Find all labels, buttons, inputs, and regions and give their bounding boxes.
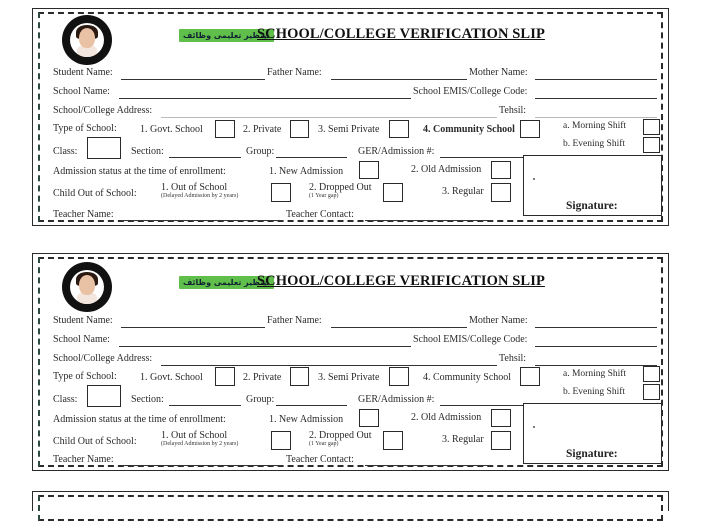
tehsil-field[interactable] [535,365,657,366]
regular-checkbox[interactable] [491,183,511,202]
new-admission-checkbox[interactable] [359,161,379,179]
dropped-out-label: 2. Dropped Out [309,182,372,193]
admission-status-label: Admission status at the time of enrollment: [53,414,226,425]
school-name-field[interactable] [119,98,411,99]
emis-code-label: School EMIS/College Code: [413,86,528,97]
dropped-out-note: (1 Year gap) [309,441,339,447]
new-admission-checkbox[interactable] [359,409,379,427]
tehsil-label: Tehsil: [499,105,527,116]
tehsil-label: Tehsil: [499,353,527,364]
section-field[interactable] [169,157,241,158]
student-name-label: Student Name: [53,67,113,78]
private-label: 2. Private [243,372,282,383]
evening-shift-checkbox[interactable] [643,384,660,400]
slip-title: SCHOOL/COLLEGE VERIFICATION SLIP [257,273,545,289]
teacher-name-field[interactable] [121,465,283,466]
dashed-cut-border [38,495,663,521]
teacher-contact-label: Teacher Contact: [286,209,354,220]
address-label: School/College Address: [53,353,153,364]
section-label: Section: [131,394,164,405]
slip-title: SCHOOL/COLLEGE VERIFICATION SLIP [257,26,545,42]
old-admission-checkbox[interactable] [491,409,511,427]
community-school-checkbox[interactable] [520,367,540,386]
morning-shift-checkbox[interactable] [643,119,660,135]
signature-box[interactable] [523,403,662,464]
new-admission-label: 1. New Admission [269,414,344,425]
student-name-field[interactable] [121,327,265,328]
regular-label: 3. Regular [442,186,484,197]
old-admission-label: 2. Old Admission [411,412,482,423]
govt-school-checkbox[interactable] [215,120,235,138]
school-name-label: School Name: [53,86,110,97]
out-of-school-note: (Delayed Admission by 2 years) [161,193,239,199]
morning-shift-label: a. Morning Shift [563,369,627,379]
mother-name-label: Mother Name: [469,67,528,78]
type-of-school-label: Type of School: [53,371,117,382]
teacher-name-label: Teacher Name: [53,454,114,465]
out-of-school-label: 1. Out of School [161,430,228,441]
tehsil-field[interactable] [535,117,657,118]
admission-status-label: Admission status at the time of enrollment: [53,166,226,177]
dropped-out-label: 2. Dropped Out [309,430,372,441]
ink-dot [533,426,535,428]
father-name-field[interactable] [331,327,467,328]
father-name-field[interactable] [331,79,467,80]
out-of-school-label: 1. Out of School [161,182,228,193]
semi-private-checkbox[interactable] [389,120,409,138]
father-name-label: Father Name: [267,67,322,78]
group-field[interactable] [276,405,347,406]
community-school-label: 4. Community School [423,124,515,135]
evening-shift-label: b. Evening Shift [563,139,626,149]
semi-private-label: 3. Semi Private [318,372,380,383]
section-label: Section: [131,146,164,157]
section-field[interactable] [169,405,241,406]
private-checkbox[interactable] [290,120,309,138]
class-label: Class: [53,146,78,157]
father-name-label: Father Name: [267,315,322,326]
morning-shift-checkbox[interactable] [643,366,660,382]
emis-code-field[interactable] [535,346,657,347]
morning-shift-label: a. Morning Shift [563,121,627,131]
evening-shift-label: b. Evening Shift [563,387,626,397]
group-label: Group: [246,146,275,157]
child-out-of-school-label: Child Out of School: [53,188,137,199]
urdu-badge: بینظیر تعلیمی وظائف [179,29,274,42]
type-of-school-label: Type of School: [53,123,117,134]
govt-school-label: 1. Govt. School [140,124,203,135]
evening-shift-checkbox[interactable] [643,137,660,153]
signature-label: Signature: [566,448,618,460]
community-school-label: 4. Community School [423,372,512,383]
private-checkbox[interactable] [290,367,309,386]
class-label: Class: [53,394,78,405]
teacher-contact-field[interactable] [365,220,493,221]
address-field[interactable] [161,365,497,366]
teacher-contact-label: Teacher Contact: [286,454,354,465]
signature-box[interactable] [523,155,662,216]
mother-name-field[interactable] [535,327,657,328]
teacher-contact-field[interactable] [365,465,493,466]
bisp-logo [62,262,112,312]
mother-name-field[interactable] [535,79,657,80]
group-field[interactable] [276,157,347,158]
emis-code-label: School EMIS/College Code: [413,334,528,345]
urdu-badge: بینظیر تعلیمی وظائف [179,276,274,289]
teacher-name-label: Teacher Name: [53,209,114,220]
student-name-label: Student Name: [53,315,113,326]
child-out-of-school-label: Child Out of School: [53,436,137,447]
address-label: School/College Address: [53,105,153,116]
regular-checkbox[interactable] [491,431,511,450]
regular-label: 3. Regular [442,434,484,445]
private-label: 2. Private [243,124,282,135]
semi-private-checkbox[interactable] [389,367,409,386]
class-field[interactable] [87,137,121,159]
out-of-school-checkbox[interactable] [271,431,291,450]
group-label: Group: [246,394,275,405]
out-of-school-note: (Delayed Admission by 2 years) [161,441,239,447]
address-field[interactable] [161,117,497,118]
mother-name-label: Mother Name: [469,315,528,326]
class-field[interactable] [87,385,121,407]
school-name-field[interactable] [119,346,411,347]
signature-label: Signature: [566,200,618,212]
verification-slip-1 [32,8,669,226]
school-name-label: School Name: [53,334,110,345]
dropped-out-checkbox[interactable] [383,431,403,450]
out-of-school-checkbox[interactable] [271,183,291,202]
ger-label: GER/Admission #: [358,394,435,405]
student-name-field[interactable] [121,79,265,80]
community-school-checkbox[interactable] [520,120,540,138]
old-admission-label: 2. Old Admission [411,164,482,175]
govt-school-checkbox[interactable] [215,367,235,386]
ger-label: GER/Admission #: [358,146,435,157]
semi-private-label: 3. Semi Private [318,124,380,135]
old-admission-checkbox[interactable] [491,161,511,179]
dropped-out-checkbox[interactable] [383,183,403,202]
teacher-name-field[interactable] [121,220,283,221]
verification-slip-3-partial [32,491,669,511]
emis-code-field[interactable] [535,98,657,99]
new-admission-label: 1. New Admission [269,166,344,177]
verification-slip-2 [32,253,669,471]
bisp-logo [62,15,112,65]
govt-school-label: 1. Govt. School [140,372,203,383]
ink-dot [533,178,535,180]
dropped-out-note: (1 Year gap) [309,193,339,199]
